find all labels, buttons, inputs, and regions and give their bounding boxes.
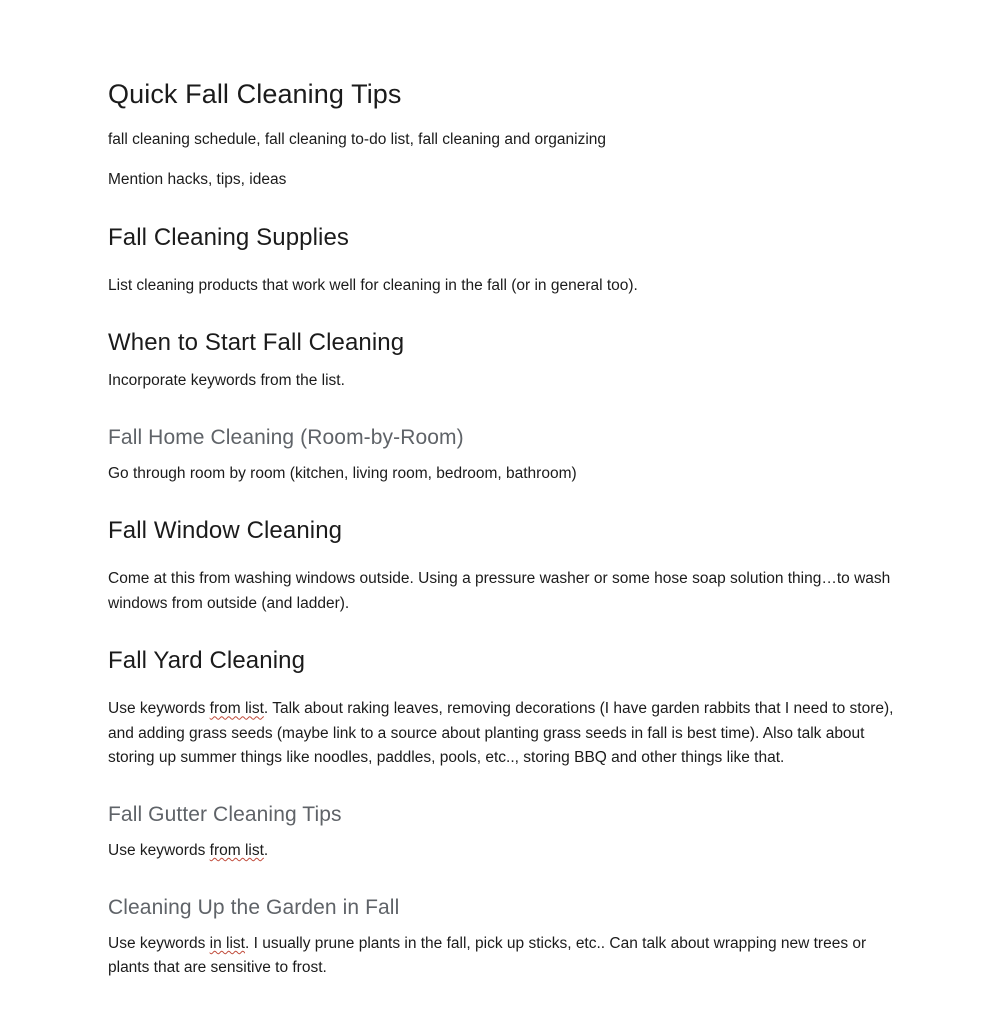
yard-cleaning-paragraph-run-1: from list	[209, 700, 264, 718]
room-by-room-paragraph: Go through room by room (kitchen, living room, bedroom, bathroom)	[108, 464, 577, 482]
document-body[interactable]	[108, 78, 898, 981]
yard-cleaning-paragraph	[108, 697, 898, 770]
gutter-cleaning-paragraph	[108, 839, 898, 863]
document-title: Quick Fall Cleaning Tips	[108, 79, 402, 109]
garden-cleaning-paragraph	[108, 932, 898, 981]
heading-fall-window-cleaning: Fall Window Cleaning	[108, 517, 343, 545]
subheading-fall-gutter-cleaning-tips: Fall Gutter Cleaning Tips	[108, 802, 342, 826]
gutter-cleaning-paragraph-run-1: from list	[209, 842, 264, 860]
heading-when-to-start-fall-cleaning: When to Start Fall Cleaning	[108, 329, 405, 357]
gutter-cleaning-paragraph-run-2: .	[263, 842, 269, 860]
garden-cleaning-paragraph-run-0: Use keywords	[108, 934, 210, 952]
heading-fall-yard-cleaning: Fall Yard Cleaning	[108, 647, 306, 675]
yard-cleaning-paragraph-run-2: . Talk about raking leaves, removing decorations (I have garden rabbits that I need to store), and adding grass seeds (maybe link to a source about planting grass seeds in fall is best time). Also talk about storing up summer things like noodles, paddles, pools, etc.., storing BBQ and other things like that.	[108, 700, 894, 767]
garden-cleaning-paragraph-run-2: . I usually prune plants in the fall, pick up sticks, etc.. Can talk about wrapping new trees or plants that are sensitive to frost.	[108, 934, 867, 977]
incorporate-keywords-paragraph: Incorporate keywords from the list.	[108, 372, 345, 390]
mention-hacks-paragraph: Mention hacks, tips, ideas	[108, 171, 287, 189]
heading-fall-cleaning-supplies: Fall Cleaning Supplies	[108, 223, 350, 251]
supplies-note-paragraph: List cleaning products that work well for cleaning in the fall (or in general too).	[108, 276, 638, 294]
gutter-cleaning-paragraph-run-0: Use keywords	[108, 842, 210, 860]
keyword-list-paragraph: fall cleaning schedule, fall cleaning to-do list, fall cleaning and organizing	[108, 130, 607, 148]
garden-cleaning-paragraph-run-1: in list	[209, 934, 245, 952]
window-cleaning-paragraph: Come at this from washing windows outside. Using a pressure washer or some hose soap solution thing…to wash windows from outside (and ladder).	[108, 570, 891, 612]
subheading-cleaning-up-the-garden-in-fall: Cleaning Up the Garden in Fall	[108, 895, 400, 919]
yard-cleaning-paragraph-run-0: Use keywords	[108, 700, 210, 718]
subheading-fall-home-cleaning: Fall Home Cleaning (Room-by-Room)	[108, 425, 464, 449]
